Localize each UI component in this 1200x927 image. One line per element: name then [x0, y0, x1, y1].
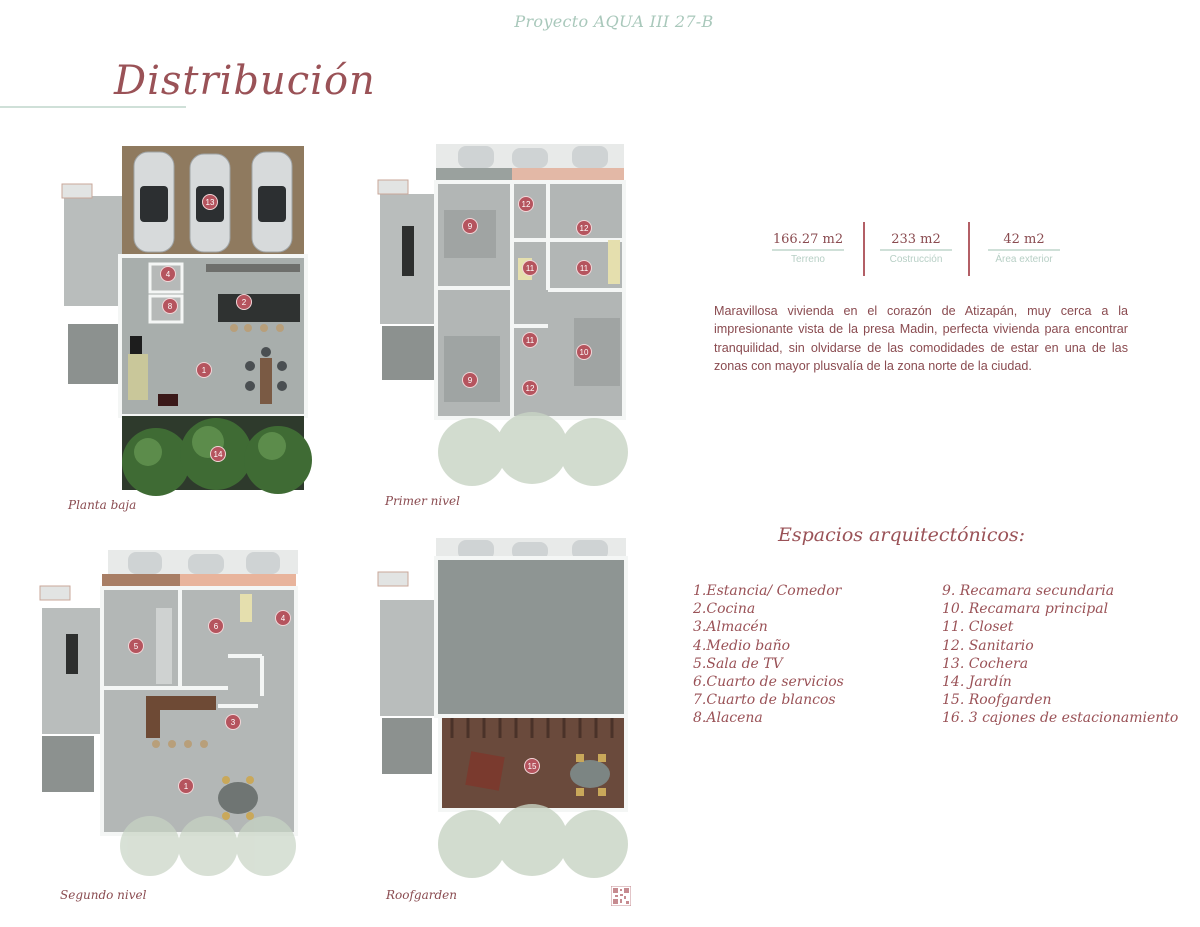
list-item: 6.Cuarto de servicios [693, 674, 844, 691]
room-marker: 4 [160, 266, 176, 282]
title-underline [0, 106, 186, 108]
spaces-heading: Espacios arquitectónicos: [778, 524, 1026, 546]
property-description: Maravillosa vivienda en el corazón de Atizapán, muy cerca a la impresionante vista de la presa Madin, perfecta vivienda para encontrar tranquilidad, sin olvidarse de las comodidades de estar en una de las zonas con mayor plusvalía de la zona norte de la ciudad. [714, 304, 1128, 373]
room-marker: 12 [576, 220, 592, 236]
list-item: 7.Cuarto de blancos [693, 692, 836, 709]
plan-caption-second: Segundo nivel [60, 888, 147, 902]
qr-code-icon [611, 886, 631, 906]
list-item: 15. Roofgarden [942, 692, 1052, 709]
stat-divider [772, 249, 844, 251]
plan-ground-floor [56, 140, 318, 500]
spaces-list-left [693, 582, 844, 728]
stat-divider [988, 249, 1060, 251]
room-marker: 11 [522, 332, 538, 348]
list-item: 2.Cocina [693, 601, 756, 618]
plan-second-floor [38, 546, 308, 878]
stat-area-exterior [984, 232, 1064, 265]
list-item: 14. Jardín [942, 674, 1012, 691]
room-marker: 2 [236, 294, 252, 310]
spaces-list-right [942, 582, 1178, 728]
list-item: 5.Sala de TV [693, 655, 783, 672]
plan-caption-ground: Planta baja [68, 498, 137, 512]
room-marker: 6 [208, 618, 224, 634]
stat-value: 233 m2 [891, 232, 941, 247]
stat-separator [863, 222, 865, 276]
room-marker: 12 [518, 196, 534, 212]
plan-roofgarden [372, 536, 634, 884]
list-item: 16. 3 cajones de estacionamiento [942, 710, 1179, 727]
room-marker: 9 [462, 372, 478, 388]
room-marker: 15 [524, 758, 540, 774]
list-item: 3.Almacén [693, 619, 768, 636]
plan-caption-roofgarden: Roofgarden [386, 888, 458, 902]
first-floor-drawing [372, 140, 634, 492]
room-marker: 1 [196, 362, 212, 378]
room-marker: 4 [275, 610, 291, 626]
room-marker: 10 [576, 344, 592, 360]
list-item: 13. Cochera [942, 655, 1029, 672]
roofgarden-drawing [372, 536, 634, 884]
list-item: 11. Closet [942, 619, 1014, 636]
stat-construccion [876, 232, 956, 265]
room-marker: 1 [178, 778, 194, 794]
list-item: 1.Estancia/ Comedor [693, 583, 842, 599]
second-floor-drawing [38, 546, 308, 878]
stat-terreno [768, 232, 848, 265]
stat-divider [880, 249, 952, 251]
stat-label: Terreno [791, 254, 825, 265]
list-item: 8.Alacena [693, 710, 763, 727]
room-marker: 8 [162, 298, 178, 314]
plan-caption-first: Primer nivel [385, 494, 460, 508]
list-item: 4.Medio baño [693, 637, 791, 654]
project-title: Proyecto AQUA III 27-B [514, 12, 714, 31]
list-item: 12. Sanitario [942, 637, 1034, 654]
room-marker: 11 [522, 260, 538, 276]
stat-value: 166.27 m2 [772, 232, 844, 247]
room-marker: 9 [462, 218, 478, 234]
stat-separator [968, 222, 970, 276]
stat-label: Área exterior [995, 254, 1053, 265]
list-item: 9. Recamara secundaria [942, 583, 1115, 599]
room-marker: 3 [225, 714, 241, 730]
stat-label: Costrucción [889, 254, 943, 265]
room-marker: 12 [522, 380, 538, 396]
room-marker: 13 [202, 194, 218, 210]
room-marker: 14 [210, 446, 226, 462]
ground-floor-drawing [56, 140, 318, 500]
room-marker: 11 [576, 260, 592, 276]
page-title: Distribución [114, 58, 376, 104]
list-item: 10. Recamara principal [942, 601, 1109, 618]
stat-value: 42 m2 [1003, 232, 1045, 247]
plan-first-floor [372, 140, 634, 492]
room-marker: 5 [128, 638, 144, 654]
